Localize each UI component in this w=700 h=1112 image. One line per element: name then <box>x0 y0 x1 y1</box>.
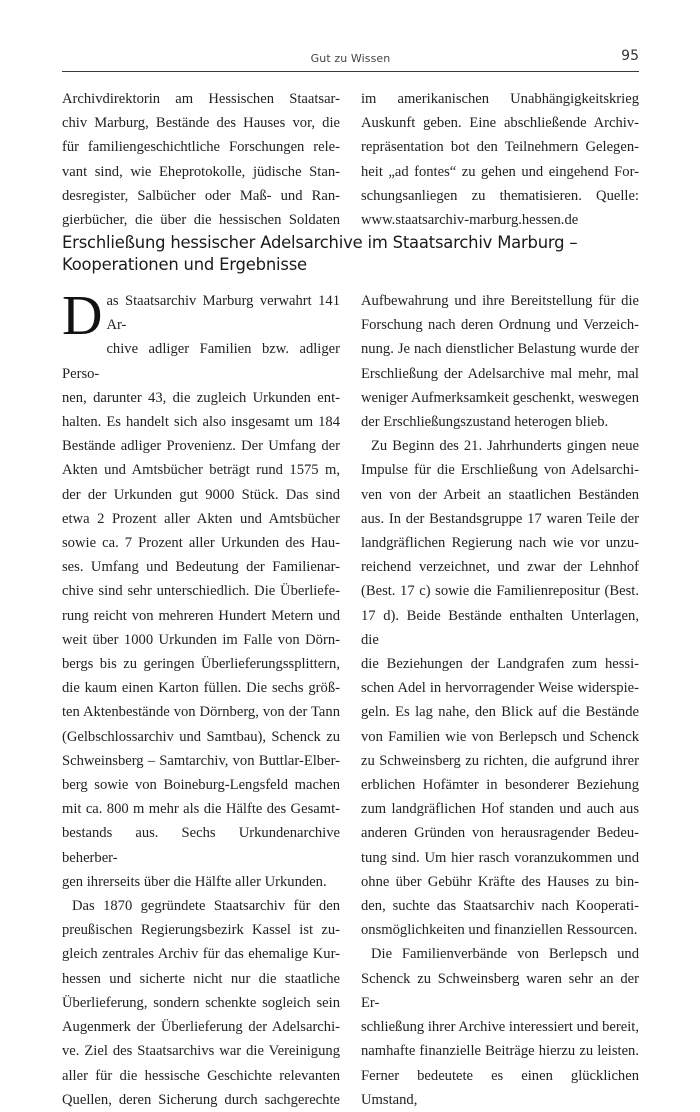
text-line: schließung ihrer Archive interessiert und bereit, <box>361 1019 640 1036</box>
article-left-column <box>62 285 340 1112</box>
text-line: nen, darunter 43, die zugleich Urkunden ent- <box>62 389 340 406</box>
text-line: von Familien wie von Berlepsch und Schenck <box>361 728 639 745</box>
text-line: hessen und sicherte nicht nur die staatliche <box>62 970 340 987</box>
text-line: preußischen Regierungsbezirk Kassel ist zu- <box>62 922 340 939</box>
article-title-line-1: Erschließung hessischer Adelsarchive im Staatsarchiv Marburg – <box>62 233 578 252</box>
page-number: 95 <box>621 48 639 64</box>
text-line: ohne über Gebühr Kräfte des Hauses zu bin- <box>361 873 639 890</box>
text-line: sowie ca. 7 Prozent aller Urkunden des Hau- <box>62 535 340 552</box>
text-line: gierbücher, die über die hessischen Soldaten <box>62 212 340 229</box>
text-line: Ferner bedeutete es einen glücklichen Umstand, <box>361 1067 639 1108</box>
text-line: chiv Marburg, Bestände des Hauses vor, die <box>62 115 340 132</box>
text-line: Auskunft geben. Eine abschließende Archiv- <box>361 115 639 132</box>
text-line: Zu Beginn des 21. Jahrhunderts gingen neue <box>371 438 639 455</box>
text-line: anderen Gründen von herausragender Bedeu- <box>361 825 639 842</box>
text-line: Augenmerk der Überlieferung der Adelsarchi- <box>62 1019 340 1036</box>
text-line: reichend verzeichnet, und zwar der Lehnhof <box>361 559 639 576</box>
text-line: Archivdirektorin am Hessischen Staatsar- <box>62 91 340 107</box>
text-line: heit „ad fontes“ zu gehen und eingehend For- <box>361 163 639 180</box>
drop-cap: D <box>62 285 103 347</box>
article-paragraph-2 <box>62 894 340 1112</box>
running-header <box>62 47 639 69</box>
text-line: chive sind sehr unterschiedlich. Die Überliefe- <box>62 583 340 600</box>
article-paragraph-1-continued <box>361 289 639 434</box>
text-line: bestands aus. Sechs Urkundenarchive beherber- <box>62 825 340 866</box>
continued-paragraph-right <box>361 87 639 232</box>
continued-left-column <box>62 87 340 232</box>
text-line: ten Aktenbestände von Dörnberg, von der Tann <box>62 704 340 721</box>
text-line: berg sowie von Boineburg-Lengsfeld machen <box>62 777 340 794</box>
text-line: gen ihrerseits über die Hälfte aller Urkunden. <box>62 873 327 890</box>
text-line: (Gelbschlossarchiv und Samtbau), Schenck zu <box>62 728 340 745</box>
text-line: schen Adel in hervorragender Weise widerspie- <box>361 680 639 697</box>
text-line: nung. Je nach dienstlicher Belastung wurde der <box>361 341 639 358</box>
text-line: etwa 2 Prozent aller Akten und Amtsbücher <box>62 510 340 527</box>
text-line: Die Familienverbände von Berlepsch und <box>371 946 639 963</box>
article-title-line-2: Kooperationen und Ergebnisse <box>62 255 307 274</box>
text-line: der der Urkunden gut 9000 Stück. Das sind <box>62 486 340 503</box>
text-line: repräsentation bot den Teilnehmern Gelegen- <box>361 139 639 156</box>
text-line: die Beziehungen der Landgrafen zum hessi- <box>361 656 639 673</box>
running-title: Gut zu Wissen <box>310 52 391 65</box>
text-line: onsmöglichkeiten und finanziellen Ressourcen. <box>361 922 638 939</box>
text-line: Quellen, deren Sicherung durch sachgerechte <box>62 1091 340 1108</box>
text-line: erblichen Hofämter in besonderer Beziehung <box>361 777 639 794</box>
text-line: der Erschließungszustand heterogen blieb. <box>361 414 609 431</box>
text-line: Impulse für die Erschließung von Adelsarchi- <box>361 462 639 479</box>
text-line: weniger Aufmerksamkeit geschenkt, weswegen <box>361 389 640 406</box>
text-line: den, suchte das Staatsarchiv nach Kooperati- <box>361 898 639 915</box>
text-line: (Best. 17 c) sowie die Familienrepositur (Best. <box>361 583 639 600</box>
article-title <box>62 232 639 276</box>
continued-right-column <box>361 87 639 232</box>
text-line: gleich zentrales Archiv für das ehemalige Kur- <box>62 946 340 963</box>
text-line: Bestände adliger Provenienz. Der Umfang der <box>62 438 340 455</box>
continued-text-section <box>62 87 639 232</box>
text-line: für familiengeschichtliche Forschungen rele- <box>62 139 340 156</box>
text-line: die kaum einen Karton füllen. Die sechs größ- <box>62 680 340 697</box>
text-line: landgräflichen Regierung nach wie vor unzu- <box>361 535 639 552</box>
continued-paragraph-left <box>62 87 340 232</box>
text-line: vant sind, wie Eheprotokolle, jüdische Stan- <box>62 163 340 180</box>
article-body <box>62 285 640 1112</box>
article-right-column <box>361 289 639 1112</box>
article-paragraph-4 <box>361 942 639 1111</box>
text-line: chive adliger Familien bzw. adliger Perso- <box>62 341 340 382</box>
text-line: Akten und Amtsbücher beträgt rund 1575 m, <box>62 462 340 479</box>
article-paragraph-3 <box>361 434 639 942</box>
text-line: namhafte finanzielle Beiträge hierzu zu leisten. <box>361 1043 639 1060</box>
text-line: aller für die hessische Geschichte relevanten <box>62 1067 340 1084</box>
text-line: ses. Umfang und Bedeutung der Familienar- <box>62 559 340 576</box>
source-url: www.staatsarchiv-marburg.hessen.de <box>361 212 579 229</box>
text-line: bergs bis zu geringen Überlieferungssplittern, <box>62 656 340 673</box>
article-paragraph-1 <box>62 285 340 894</box>
text-line: schungsanliegen zu thematisieren. Quelle: <box>361 187 639 204</box>
text-line: Aufbewahrung und ihre Bereitstellung für die <box>361 293 639 309</box>
text-line: halten. Es handelt sich also insgesamt um 184 <box>62 414 340 431</box>
header-rule <box>62 71 639 72</box>
text-line: Schenck zu Schweinsberg waren sehr an der Er- <box>361 970 639 1011</box>
text-line: zum landgräflichen Hof standen und auch aus <box>361 801 639 818</box>
text-line: geln. Es lag nahe, den Blick auf die Bestände <box>361 704 639 721</box>
text-line: Überlieferung, sondern schenkte sogleich sein <box>62 994 340 1011</box>
text-line: Forschung nach deren Ordnung und Verzeich- <box>361 317 639 334</box>
text-line: mit ca. 800 m mehr als die Hälfte des Gesamt- <box>62 801 340 818</box>
text-line: tung sind. Um hier rasch voranzukommen und <box>361 849 639 866</box>
text-line: ven von der Arbeit an staatlichen Beständen <box>361 486 639 503</box>
text-line: weit über 1000 Urkunden im Falle von Dörn- <box>62 631 340 648</box>
text-line: rung reicht von mehreren Hundert Metern und <box>62 607 340 624</box>
text-line: aus. In der Bestandsgruppe 17 waren Teile der <box>361 510 639 527</box>
text-line: as Staatsarchiv Marburg verwahrt 141 Ar- <box>106 293 340 334</box>
text-line: Das 1870 gegründete Staatsarchiv für den <box>72 898 340 915</box>
text-line: im amerikanischen Unabhängigkeitskrieg <box>361 91 639 107</box>
text-line: desregister, Salbücher oder Maß- und Ran- <box>62 187 340 204</box>
text-line: ve. Ziel des Staatsarchivs war die Vereinigung <box>62 1043 340 1060</box>
text-line: zu Schweinsberg zu richten, die aufgrund ihrer <box>361 752 639 769</box>
text-line: Schweinsberg – Samtarchiv, von Buttlar-Elber- <box>62 752 340 769</box>
text-line: 17 d). Beide Bestände enthalten Unterlagen, die <box>361 607 639 648</box>
text-line: Erschließung der Adelsarchive mal mehr, mal <box>361 365 639 382</box>
